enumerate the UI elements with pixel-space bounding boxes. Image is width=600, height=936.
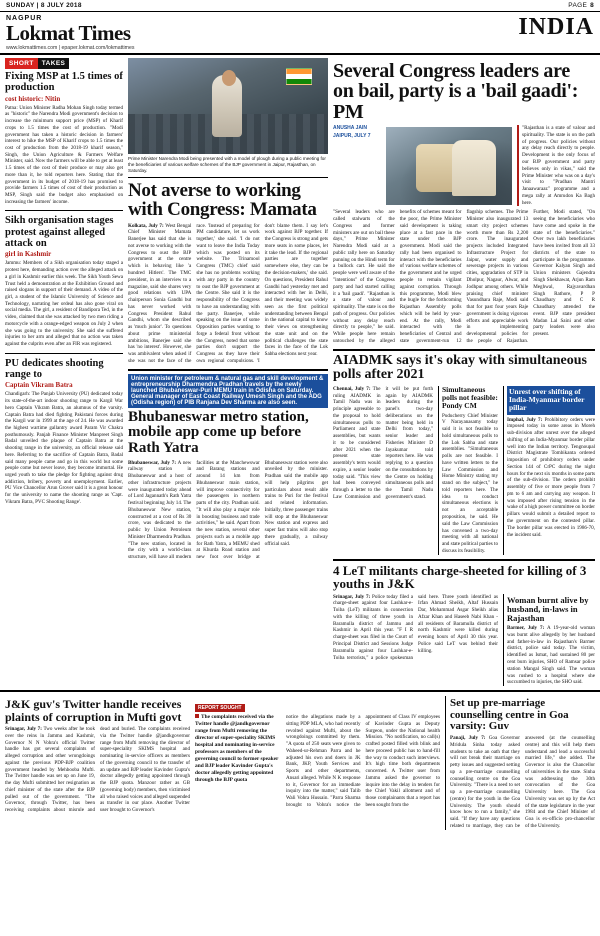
byline-author: ANUSHA JAIN <box>333 125 367 132</box>
goa-dateline: Panaji, July 7: <box>450 735 486 741</box>
short-take-title: PU dedicates shooting range to <box>5 357 104 381</box>
pm-quote: "Rajasthan is a state of valour and spirituality. The state is on the path of progress. Our policies without any delay reach directly to people. Development is the only focus of our BJP government and party believes only in vikas," said the Prime Minister who was on a day's visit to "Pradhan Mantri Janaawaraaz" programme and a mega rally at Amrudon Ka Bagh here. <box>517 125 595 206</box>
pondy-side-body: Puducherry Chief Minister V Narayanasamy today said it is not feasible to hold simultaneous polls to the Lok Sabha and state assemblies. "Simultaneous polls are not feasible. I have written letters to the Law Commission and Home Ministry stating my stand on the subject," he told reporters here. The idea to conduct simultaneous elections is not an acceptable proposition, he said. He said the Law Commission has convened a two-day meeting with all national and state political parties to discuss its feasibility. <box>442 412 499 554</box>
barmer-body-text: A 19-year-old woman was burnt alive allegedly by her husband and father-in-law in Rajasthan's Barmer district, police said today. The victim, identified as Ismat, had sustained 80 per cent burn injuries, SHO of Ramsar police station Mangal Singh said. The woman was rushed to a hospital where she succumbed to injuries, the SHO said. <box>507 625 595 686</box>
bhubaneswar-photo-caption: Union minister for petroleum & natural gas and skill development & entrepreneurship Dharmendra Pradhan travels by the newly launched Bhubaneswar-Puri MEMU train in Odisha on Saturday. General manager of East Coast Railway Umesh Singh and the ADG (Odisha region) of PIB Ranjana Dev Sharma are also seen. <box>128 374 328 408</box>
main-content <box>0 55 600 686</box>
goa-headline: Set up pre-marriage counselling centre in Goa varsity: Guv <box>450 697 569 733</box>
militants-body-text: Police today filed a charge-sheet against four Lashkar-e-Toiba (LeT) militants in connection with the killing of three youth in Baramulla district of Jammu and Kashmir in April this year. "F I R charge-sheet was filed in the Court of Principal District and Sessions Judge Baramulla against four Lashkar-e-Toiba terrorists," a police spokesman said here. Three youth identified as Irfan Ahmad Sheikh, Altaf Hussain Dar, Mohammad Asgar Sheikh alias Afzar Khan and Haseeb Nabi Khan - all residents of Baramulla district of north Kashmir were killed during evening hours of April 30 this year. Police said LeT was behind their killing. <box>333 593 498 661</box>
short-take-body: Patna: Union Minister Radha Mohan Singh today termed as "historic" the Narendra Modi government's decision to increase the minimum support price (MSP) of Kharif crops to 1.5 times the cost of production. "Modi government has taken a historic decision in farmers' interest to hike the MSP of Kharif crops to 1.5 times the cost of production from the 2018-19 kharif season," Singh, the Union Agriculture & Farmers Welfare Minister, said. Now the farmers will be able to get at least 1.5 times of the cost of their produce or may also get more than it, he told reporters here. Stating that the government in its budget of 2018-19 has promised to provide farmers 1.5 times of cost of their production as MSP, Singh said the budget also emphasised on increasing the farmers' income. <box>5 104 123 205</box>
edition-city: NAGPUR <box>6 15 43 22</box>
jk-guv-body-text-2: @jandkgovernor range from Mufti removing the director of super-speciality SKIMS hospital and nominating in-service officers as members of the governing council to the transfer of an update and BJP leader Kavinder Gupta's doctor allegedly getting appointed through the BJP quota. Manzoor rather as GB (governing body) members, then victimised all who raised voices and alleged suspended as transfer in our place. Another Twitter user brought to Governor's <box>100 732 191 814</box>
short-take-subtitle: cost historic: Nitin <box>5 94 61 103</box>
report-sought-block <box>195 696 440 830</box>
short-take-subtitle: Captain Vikram Batra <box>5 381 73 390</box>
jk-guv-body <box>5 726 190 814</box>
divider <box>333 349 595 351</box>
bhubaneswar-dateline: Bhubaneswar, July 7: <box>128 459 177 466</box>
page-number: 8 <box>590 2 594 9</box>
unrest-box-body <box>507 417 595 539</box>
aiadmk-body <box>333 386 433 501</box>
aiadmk-dateline: Chennai, July 7: <box>333 385 371 392</box>
short-take-item <box>5 358 123 506</box>
column-lead-story <box>333 58 595 686</box>
paper-title: Lokmat Times <box>6 21 131 45</box>
bhubaneswar-body <box>128 460 328 561</box>
photo-caption: Prime Minister Narendra Modi being presented with a model of plough during a public meeting for the beneficiaries of various welfare schemes of the BJP government in Jaipur, Rajasthan, on Saturday. <box>128 154 328 178</box>
report-bullet-text: The complaints received via the Twitter handle @jandkgovernor range from Mufti removing the director of super-speciality SKIMS hospital and nominating in-service professors as members of the governing council to former speaker and BJP leader Kavinder Gupta's doctor allegedly getting appointed through the BJP quota <box>195 714 279 784</box>
congress-bail-body: "Several leaders who are called stalwarts of the Congress and former ministers are out on bail these days," Prime Minister Narendra Modi said at a public rally here on Saturday punning on the Hindi term for a bullock cart. He said the people were well aware of the "intentions" of the Congress party and had started calling it a 'bail gaadi'. "Rajasthan is a state of valour and spirituality. The state is on the path of progress. Our policies without any delay reach directly to people," he said. While people here remain untouched by the alleged benefits of schemes meant for the poor, the Prime Minister said development is taking place at a fast pace in the state under the BJP government. Modi said the rally had been organised to interact with the beneficiaries of various welfare schemes of the government and he urged people to remain vigilant against corruption. Through this programme, Modi blew the bugle for the forthcoming Rajasthan Assembly polls which will be held by year-end. At the rally, Modi interacted with the beneficiaries of Central and state government-run 12 flagship schemes. The Prime Minister also inaugurated 13 smart city project schemes worth more than Rs 2,200 crore. The inaugurated projects included Integrated Infrastructure Project for Jaipur, water supply and sewerage projects in various cities, upgradation of STP in Dholpur, Nagaur, Alwar, and Jodhpur among others. While praising chief minister Vasundhara Raje, Modi said that for past four years Raje government is doing vigorous efforts and appreciable work in implementing developmental policies for the people of Rajasthan. Further, Modi stated, "On seeing the beneficiaries who have come and spoke in the state of the beneficiaries." Over two lakh beneficiaries have been invited from all 33 districts of the state to participate in the programme. Governor Kalyan Singh and Union ministers Gajendra Singh Shekhawat, Arjun Ram Meghwal, Rajyavardhan Singh Rathore, P P Chaudhary and C R Chaudhary attended the event. BJP state president Madan Lal Saini and other party leaders were also present. <box>333 209 595 344</box>
unrest-box-title: Unrest over shifting of India-Myanmar border pillar <box>507 386 595 415</box>
jk-guv-dateline: Srinagar, July 7: <box>5 725 42 732</box>
bottom-strip <box>0 690 600 836</box>
column-mamata <box>128 58 328 686</box>
militants-body <box>333 594 498 662</box>
goa-body <box>450 735 595 830</box>
speaker-figure <box>452 140 496 196</box>
mamata-body-text: West Bengal Chief Minister Mamata Banerjee has said that she is not averse to working with the Congress to oust the BJP government at the centre which is behaving like 'a hundred Hitlers'. The TMC president, in an interview to a magazine, said she shares very good relations with UPA chairperson Sonia Gandhi but has never worked with Congress President Rahul Gandhi, whom she described as 'much junior'. To questions about prime ministerial ambitions, Banerjee said she has 'no interest'. However, she was ambivalent when asked if she was not the face of the race. 'Instead of preparing for PM candidature, let us work together,' she said. 'I do not want to leave the India Today which was posted on its website. The Trinamool Congress (TMC) chief said she has no problems working with any party in the country to oust the BJP government at the Centre. She said it is the responsibility of the Congress to have an understanding with the party. Banerjee, while speaking on the issue of some Opposition parties wanting to forge a federal front without the Congress, noted that some parties don't support the Congress as they have their own regional compulsions. 'I don't blame them. I say let's work against BJP together. If the Congress is strong and gets more seats in some places, let it take the lead. If the regional parties are together somewhere else, they can be the decision-makers,' she said. On questions, President Rahul Gandhi had yesterday met and interacted with her in Delhi, and their meeting was widely seen as the first political understanding between Bengal in the national capital to know their views on strengthening the state unit and on the political challenges the state faces in the face of the Lok Sabha elections next year. <box>128 222 328 364</box>
aiadmk-body-text: The ruling AIADMK in Tamil Nadu was in principle agreeable to the proposal to hold simultaneous polls to Parliament and state assemblies, but wants it to be considered after 2021 when the present state assembly's term would expire, a senior leader today said. "This view had been conveyed through a letter to the Law Commission and it will be put forth again by AIADMK leaders during the panel's two-day deliberations on the matter being held in Delhi from today," senior leader and Fisheries Minister D Jayakumar told reporters here. He was replying to a question on the consultations by the Centre on holding simultaneous polls and the Tamil Nadu government's stand. <box>333 385 433 501</box>
divider <box>128 369 328 371</box>
short-take-body: Chandigarh: The Panjab University (PU) dedicated today its state-of-the-art indoor shooting range to Kargil War hero Captain Vikram Batra, an alumnus of the varsity. Captain Batra had died fighting Pakistani forces during the Kargil war in 1999 at the age of 24. He was awarded the highest wartime gallantry award Param Vir Chakra posthumously. Panjab Finance Minister Manpreet Singh Badal unveiled the plaque of Captain Batra at the shooting range in the university, an official release said here. Referring to the sacrifice of Captain Batra, Badal said many people came and go in this world but some people come but never leave, they become immortal. He urged youth to take the pledge for fighting against drug addiction, bribery, poverty and unemployment. Earlier, PU Vice Chancellor Arun Grover said it is a great honour for the university to name the shooting range as 'Capt. Vikram Batra, PVC Shooting Range'. <box>5 391 123 505</box>
divider <box>5 353 123 354</box>
divider <box>333 559 595 561</box>
report-sought-tag: REPORT SOUGHT <box>195 704 245 712</box>
section-title: INDIA <box>518 14 594 40</box>
short-take-subtitle: girl in Kashmir <box>5 250 52 259</box>
short-take-body: Jammu: Members of a Sikh organisation today staged a protest here, demanding action over the alleged attack on a girl in Kashmir earlier this week. The Sikh Youth Sewa Trust held a demonstration at the Exhibition Ground and raised slogans in support of their demand. A video of the girl, a student of the Islamic University of Science and Technology, narrating her ordeal has also gone viral on social media. The girl, a resident of Bandipora Ted, in the video, claimed that she was attacked by two men riding a motorcycle with a orange-edged weapon on July 2 when she was going to the university. She said she suffered injuries to her arm and alleged that no action was taken against the culprits even after an FIR was registered. <box>5 260 123 348</box>
unrest-body-text: Prohibitory orders were imposed today in some areas in Moreh sub-division after unrest over the alleged shifting of an India-Myanmar border pillar well into the Indian territory. Tengnoupal District Magistrate Tombikanta ordered imposition of prohibitory orders under Section 144 of CrPC during the night hours for the next six months in some parts of the sub-division. The orders prohibit assembly of five or more people from 7 pm to 6 am and carrying any weapon. It was imposed after rising tension in the wake of a high power committee on border pillars would submit a detailed report to the government on the contested pillar. The border pillar was erected in 1986-70, the incident said. <box>507 416 595 538</box>
barmer-body <box>507 625 595 686</box>
top-bar <box>0 0 600 12</box>
militants-dateline: Srinagar, July 7: <box>333 593 371 600</box>
mamata-headline: Not averse to working with Congress: Mamata <box>128 179 317 221</box>
modi-rally-photo <box>386 127 512 205</box>
goa-body-text: Goa Governor Mridula Sinha today asked students to take an oath that they will not break their marriage on petty issues and suggested setting up a pre-marriage counselling counselling centre on the Goa University. "There is a need to set up a pre-marriage counselling (centre) for the youth in the Goa University. The youth should know how to run a family," she said. "If they have any questions related to marriage, they can be answered (at the counselling centre) and this will help them understand and lead a successful married life," she added. The Governor is also the Chancellor of universities in the state. Sinha was addressing the 30th convocation of the Goa University here. The Goa University was set up by the Act of the state legislature in the year 1984 and the Chief Minister of Goa is ex-officio pro-chancellor of the University. <box>450 735 595 829</box>
congress-bail-headline: Several Congress leaders are on bail, party is a 'bail gaadi': PM <box>333 60 579 123</box>
bhubaneswar-headline: Bhubaneswar metro station, mobile app come up before Rath Yatra <box>128 408 309 456</box>
report-body: notice the allegations made by a sitting PDP MLA, who had recently revolted against Mufti, about the wrongdoings committed by them. "A quota of 250 seats were given to Waheed-ur-Rehman Parra and he adjusted his own and doers in JK Bank, JKP, Youth Services and Sports and other departments, Ansari alleged. While N K response to it, Governor for an immediate inquiry into the matter," said Talib Wali Vohra Hussain. "Parra Sharma brought to Vohra's notice the appointment of Class IV employees of Kavinder Gupta as Deputy Surgeon, under the National health Mission. "No notification, no call(s) crafted posted filled with blink and here proceed public has to hand-fill the way to conduct such interviews. It's high time both departments concerned. A Twitter user from Jammu asked the governor to inquire into the delay in tenders for the Chief Vakil allotment and of those complainants that a report has been sought from the <box>286 714 440 808</box>
jk-guv-body-text: Two weeks after he took over the reins in Jammu and Kashmir, Governor N N Vohra's official Twitter handle has got several complaints of alleged corruption and other wrongdoings against the previous PDP-BJP coalition government headed by Mehbooba Mufti. The Twitter handle was set up on June 19, the day Mufti submitted her resignation as chief minister of the state after the BJP pulled out of the government. "The Governor, through Twitter, has been receiving complaints about misrule and dead and buried. The complaints received via the Twitter handle <box>5 725 190 814</box>
pm-rally-photo <box>128 58 328 154</box>
militants-headline: 4 LeT militants charge-sheeted for killing of 3 youths in J&K <box>333 562 587 592</box>
page-label: PAGE <box>568 2 588 9</box>
jk-guv-story <box>5 696 190 830</box>
short-takes-tag-red: SHORT <box>5 58 38 69</box>
bullet-square-icon <box>195 714 199 718</box>
byline-place: JAIPUR, JULY 7 <box>333 133 371 140</box>
short-take-item <box>5 215 123 347</box>
india-flag-icon <box>286 68 312 85</box>
mamata-dateline: Kolkata, July 7: <box>128 222 164 229</box>
short-takes-tag-black: TAKES <box>38 58 70 69</box>
short-take-title: Fixing MSP at 1.5 times of production <box>5 71 123 94</box>
short-takes-header <box>5 58 123 69</box>
divider <box>5 210 123 211</box>
column-short-takes <box>5 58 123 686</box>
report-bullet <box>195 714 281 784</box>
barmer-headline: Woman burnt alive by husband, in-laws in Rajasthan <box>507 594 589 623</box>
aiadmk-headline: AIADMK says it's okay with simultaneous polls after 2021 <box>333 352 587 383</box>
pondy-side-headline: Simultaneous polls not feasible: Pondy CM <box>442 384 498 411</box>
short-take-item <box>5 71 123 205</box>
jk-guv-headline: J&K guv's Twitter handle receives plaints of corruption in Mufti govt <box>5 697 182 724</box>
masthead <box>0 12 600 55</box>
short-take-title: Sikh organisation stages protest against alleged attack on <box>5 215 114 250</box>
bhubaneswar-body-text: A new railway station in Bhubaneswar and a host of other infrastructure projects were inaugurated today ahead of Lord Jagannath's Rath Yatra festival beginning July 14. The Bhubaneswar New station, constructed at a cost of Rs 30 crore, was dedicated to the public by Union Petroleum Minister Dharmendra Pradhan. "The new station, located in the city with a world-class structure, will have all modern facilities at the Manchewswar and Barang stations and around 14 km from Bhubaneswar main station, will improve connectivity for the passengers in northern parts of the city. Pradhan said. "It will also play a major role in boosting business and trade activities," he said. Apart from the new station, several other projects such as a mobile app for Rath Yatra, a MEMU shed at Khurda Road station and new foot over bridge at Bhubaneswar station were also unveiled by the minister. Pradhan said the mobile app will help pilgrims get particulars about result able trains to Puri for the festival and related information. Initially, three passenger trains will stop at the Bhubaneswar New station and express and super fast trains will also stop there gradually, a railway official said. <box>128 459 328 561</box>
mamata-body <box>128 223 328 365</box>
unrest-dateline: Imphal, July 7: <box>507 416 543 423</box>
issue-date: SUNDAY | 8 JULY 2018 <box>6 2 82 9</box>
barmer-dateline: Barmer, July 7: <box>507 625 545 632</box>
website-url: www.lokmattimes.com | epaper.lokmat.com/lokmattimes <box>6 45 135 51</box>
goa-varsity-story <box>445 696 595 830</box>
